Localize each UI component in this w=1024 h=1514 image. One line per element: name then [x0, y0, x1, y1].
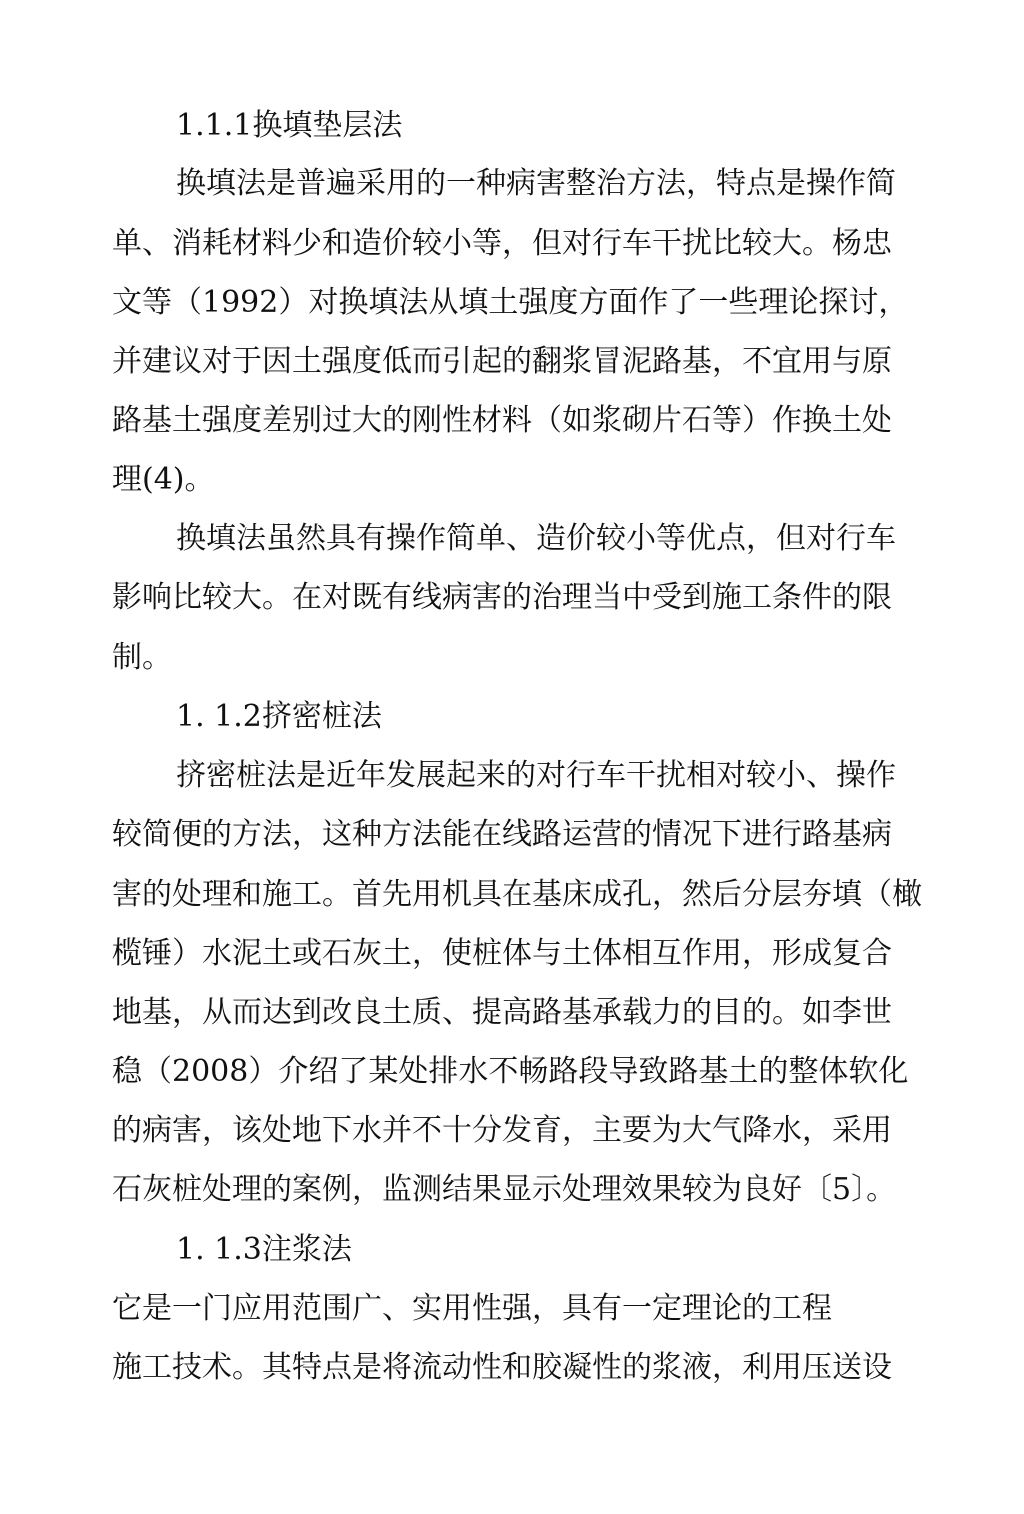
heading-1-1-3: 1. 1.3注浆法 — [176, 1232, 352, 1267]
paragraph-line: 影响比较大。在对既有线病害的治理当中受到施工条件的限 — [112, 580, 892, 615]
paragraph-line: 它是一门应用范围广、实用性强，具有一定理论的工程 — [112, 1291, 832, 1326]
paragraph-line: 较简便的方法，这种方法能在线路运营的情况下进行路基病 — [112, 817, 892, 852]
paragraph-line: 路基土强度差别过大的刚性材料（如浆砌片石等）作换土处 — [112, 403, 892, 438]
paragraph-line: 地基，从而达到改良土质、提高路基承载力的目的。如李世 — [112, 995, 892, 1030]
paragraph-line: 石灰桩处理的案例，监测结果显示处理效果较为良好〔5〕。 — [112, 1172, 897, 1207]
paragraph-line: 稳（2008）介绍了某处排水不畅路段导致路基土的整体软化 — [112, 1054, 909, 1089]
paragraph-line: 换填法虽然具有操作简单、造价较小等优点，但对行车 — [176, 521, 896, 556]
paragraph-line: 理(4)。 — [112, 462, 215, 497]
paragraph-line: 单、消耗材料少和造价较小等，但对行车干扰比较大。杨忠 — [112, 226, 892, 261]
paragraph-line: 换填法是普遍采用的一种病害整治方法，特点是操作简 — [176, 166, 896, 201]
paragraph-line: 挤密桩法是近年发展起来的对行车干扰相对较小、操作 — [176, 758, 896, 793]
paragraph-line: 文等（1992）对换填法从填土强度方面作了一些理论探讨， — [112, 285, 909, 320]
paragraph-line: 榄锤）水泥土或石灰土，使桩体与土体相互作用，形成复合 — [112, 936, 892, 971]
paragraph-line: 害的处理和施工。首先用机具在基床成孔，然后分层夯填（橄 — [112, 877, 922, 912]
heading-1-1-1: 1.1.1换填垫层法 — [176, 108, 403, 143]
paragraph-line: 施工技术。其特点是将流动性和胶凝性的浆液，利用压送设 — [112, 1350, 892, 1385]
paragraph-line: 的病害，该处地下水并不十分发育，主要为大气降水，采用 — [112, 1113, 892, 1148]
paragraph-line: 并建议对于因土强度低而引起的翻浆冒泥路基，不宜用与原 — [112, 344, 892, 379]
heading-1-1-2: 1. 1.2挤密桩法 — [176, 699, 382, 734]
paragraph-line: 制。 — [112, 640, 172, 675]
